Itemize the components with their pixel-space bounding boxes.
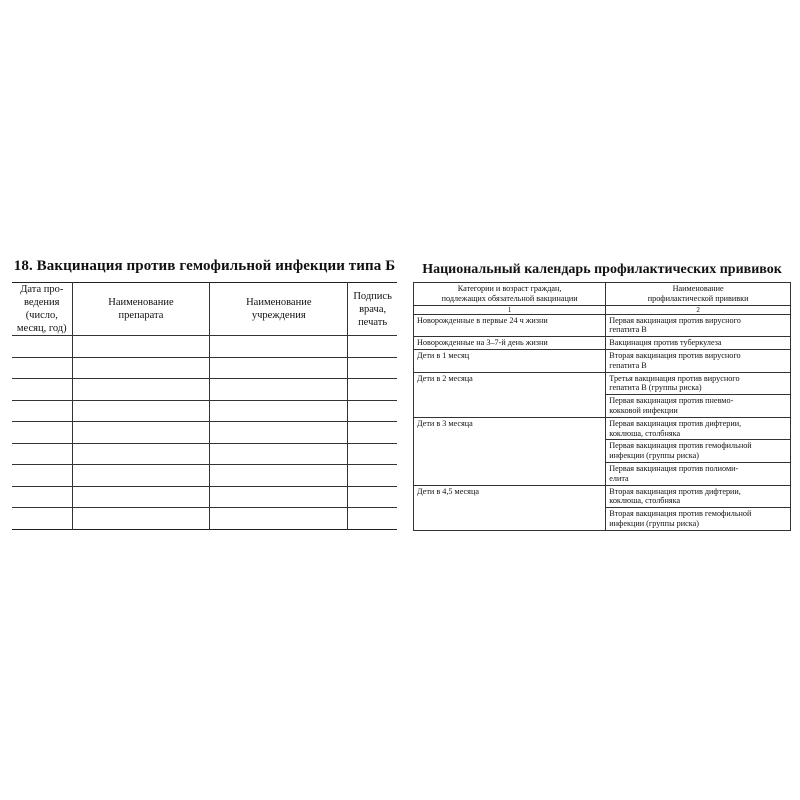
vaccination-record-page [12, 258, 397, 530]
vaccination-cell [606, 508, 791, 531]
empty-cell[interactable] [210, 336, 348, 358]
text-line: месяц, год) [16, 323, 67, 334]
age-category-cell: Новорожденные на 3–7-й день жизни [414, 337, 606, 350]
empty-cell[interactable] [348, 443, 397, 465]
empty-cell[interactable] [12, 357, 72, 379]
empty-cell[interactable] [210, 508, 348, 530]
text-line: Наименование [246, 297, 312, 308]
text-line: Первая вакцинация против пневмо- [609, 396, 734, 406]
age-category-cell: Дети в 1 месяц [414, 349, 606, 372]
text-line: Наименование [108, 297, 174, 308]
age-category-cell: Дети в 3 месяца [414, 417, 606, 485]
empty-cell[interactable] [12, 508, 72, 530]
empty-cell[interactable] [12, 379, 72, 401]
text-line: инфекции (группы риска) [609, 518, 699, 528]
empty-cell[interactable] [72, 357, 210, 379]
table-row [12, 336, 397, 358]
table-row [12, 400, 397, 422]
empty-cell[interactable] [210, 422, 348, 444]
table-header-row [12, 283, 397, 336]
empty-cell[interactable] [72, 508, 210, 530]
text-line: Подпись [353, 290, 392, 302]
empty-cell[interactable] [72, 400, 210, 422]
vaccination-cell [606, 462, 791, 485]
empty-cell[interactable] [210, 357, 348, 379]
vaccination-cell [606, 440, 791, 463]
column-number: 1 [414, 305, 606, 314]
empty-cell[interactable] [210, 400, 348, 422]
column-header [414, 283, 606, 306]
empty-cell[interactable] [72, 379, 210, 401]
empty-cell[interactable] [72, 336, 210, 358]
empty-cell[interactable] [210, 443, 348, 465]
empty-cell[interactable] [348, 465, 397, 487]
text-line: печать [358, 316, 388, 328]
empty-cell[interactable] [210, 379, 348, 401]
vaccination-cell [606, 417, 791, 440]
text-line: гепатита В (группы риска) [609, 383, 702, 393]
text-line: Первая вакцинация против дифтерии, [609, 418, 742, 428]
vaccination-record-table [12, 282, 397, 530]
empty-cell[interactable] [72, 486, 210, 508]
table-row [414, 485, 791, 508]
empty-cell[interactable] [348, 336, 397, 358]
empty-cell[interactable] [348, 400, 397, 422]
table-row [12, 443, 397, 465]
empty-cell[interactable] [348, 422, 397, 444]
empty-cell[interactable] [72, 422, 210, 444]
national-calendar-table [413, 282, 791, 531]
table-row [12, 379, 397, 401]
vaccination-cell [606, 372, 791, 395]
table-row [414, 349, 791, 372]
empty-cell[interactable] [210, 486, 348, 508]
text-line: (число, [25, 310, 58, 321]
empty-cell[interactable] [348, 357, 397, 379]
age-category-cell: Дети в 2 месяца [414, 372, 606, 417]
text-line: Наименование [672, 284, 724, 293]
vaccination-cell [606, 337, 791, 350]
text-line: Вакцинация против туберкулеза [609, 338, 722, 348]
column-number: 2 [606, 305, 791, 314]
empty-cell[interactable] [72, 465, 210, 487]
table-row [12, 508, 397, 530]
empty-cell[interactable] [12, 486, 72, 508]
text-line: инфекции (группы риска) [609, 451, 699, 461]
empty-cell[interactable] [12, 443, 72, 465]
text-line: Вторая вакцинация против дифтерии, [609, 486, 741, 496]
text-line: кокковой инфекции [609, 405, 678, 415]
column-header [72, 283, 210, 336]
table-row [414, 417, 791, 440]
text-line: Дата про- [20, 284, 64, 295]
vaccination-cell [606, 349, 791, 372]
text-line: ведения [24, 297, 60, 308]
empty-cell[interactable] [12, 465, 72, 487]
age-category-cell: Новорожденные в первые 24 ч жизни [414, 314, 606, 337]
text-line: учреждения [251, 310, 306, 321]
table-row [414, 314, 791, 337]
table-row [12, 422, 397, 444]
table-body [12, 336, 397, 530]
table-row [414, 372, 791, 395]
text-line: Вторая вакцинация против гемофильной [609, 509, 752, 519]
national-calendar-page [413, 262, 791, 531]
text-line: коклюша, столбняка [609, 428, 681, 438]
text-line: Первая вакцинация против вирусного [609, 315, 741, 325]
text-line: гепатита В [609, 360, 647, 370]
table-row [12, 465, 397, 487]
text-line: профилактической прививки [647, 293, 749, 303]
column-header [348, 283, 397, 336]
table-row [414, 337, 791, 350]
vaccination-cell [606, 485, 791, 508]
empty-cell[interactable] [348, 379, 397, 401]
empty-cell[interactable] [12, 336, 72, 358]
table-header-row [414, 283, 791, 306]
column-header [12, 283, 72, 336]
empty-cell[interactable] [210, 465, 348, 487]
text-line: препарата [118, 310, 164, 321]
text-line: подлежащих обязательной вакцинации [441, 293, 578, 303]
text-line: елита [609, 473, 629, 483]
empty-cell[interactable] [348, 508, 397, 530]
table-row [12, 357, 397, 379]
table-row [12, 486, 397, 508]
text-line: Первая вакцинация против полиоми- [609, 463, 739, 473]
column-header [210, 283, 348, 336]
text-line: врача, [359, 303, 387, 315]
column-header [606, 283, 791, 306]
text-line: Первая вакцинация против гемофильной [609, 441, 752, 451]
text-line: гепатита В [609, 325, 647, 335]
vaccination-cell [606, 314, 791, 337]
text-line: Третья вакцинация против вирусного [609, 373, 740, 383]
text-line: Вторая вакцинация против вирусного [609, 350, 741, 360]
age-category-cell: Дети в 4,5 месяца [414, 485, 606, 530]
page-title: Национальный календарь профилактических прививок [422, 262, 782, 277]
text-line: Категории и возраст граждан, [457, 284, 562, 293]
empty-cell[interactable] [12, 422, 72, 444]
vaccination-cell [606, 395, 791, 418]
empty-cell[interactable] [12, 400, 72, 422]
page-title: 18. Вакцинация против гемофильной инфекции типа Б [13, 258, 396, 274]
empty-cell[interactable] [72, 443, 210, 465]
column-number-row [414, 305, 791, 314]
text-line: коклюша, столбняка [609, 496, 681, 506]
empty-cell[interactable] [348, 486, 397, 508]
table-body [414, 314, 791, 530]
